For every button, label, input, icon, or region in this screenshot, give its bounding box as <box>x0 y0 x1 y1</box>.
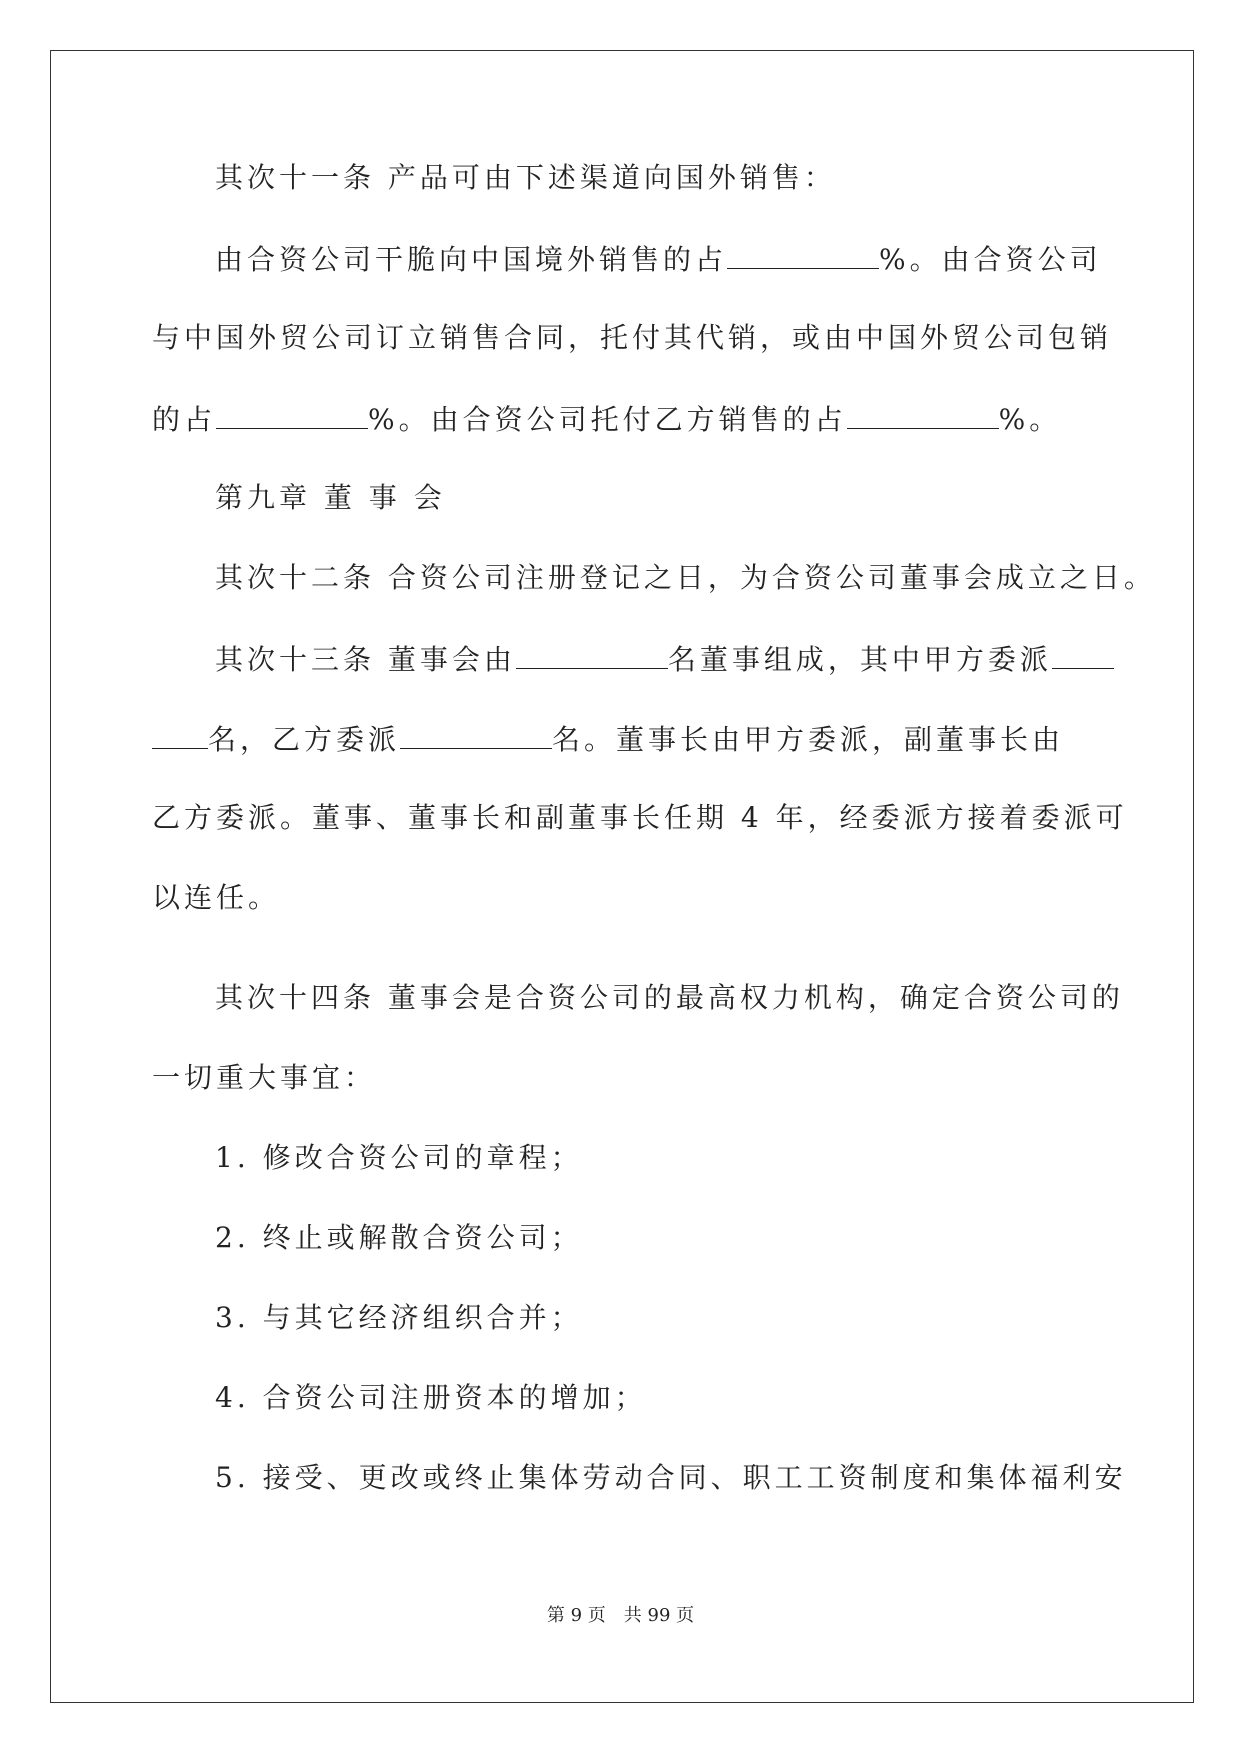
paragraph-line <box>152 398 1061 440</box>
text-run: 名董事组成，其中甲方委派 <box>667 643 1052 676</box>
paragraph-line <box>215 238 1102 280</box>
article-22: 其次十二条 合资公司注册登记之日，为合资公司董事会成立之日。 <box>215 561 1156 594</box>
fill-blank <box>847 398 999 429</box>
list-item: 2. 终止或解散合资公司； <box>215 1221 583 1254</box>
fill-blank <box>727 238 879 269</box>
paragraph-line: 乙方委派。董事、董事长和副董事长任期 4 年，经委派方接着委派可 <box>152 801 1128 834</box>
fill-blank <box>516 638 668 669</box>
text-run: 名。董事长由甲方委派，副董事长由 <box>552 723 1065 756</box>
list-item: 3. 与其它经济组织合并； <box>215 1301 583 1334</box>
fill-blank <box>1052 638 1114 669</box>
text-run: %。由合资公司托付乙方销售的占 <box>368 403 847 436</box>
paragraph-line: 与中国外贸公司订立销售合同，托付其代销，或由中国外贸公司包销 <box>152 321 1113 354</box>
paragraph-line <box>152 718 1064 760</box>
text-run: 名，乙方委派 <box>208 723 401 756</box>
chapter-heading: 第九章 董 事 会 <box>215 481 446 514</box>
fill-blank <box>152 718 208 749</box>
list-item: 5. 接受、更改或终止集体劳动合同、职工工资制度和集体福利安 <box>215 1461 1127 1494</box>
text-run: 由合资公司干脆向中国境外销售的占 <box>215 243 728 276</box>
text-run: 的占 <box>152 403 217 436</box>
text-run: 其次十三条 董事会由 <box>215 643 516 676</box>
fill-blank <box>400 718 552 749</box>
page-frame <box>50 50 1194 1703</box>
fill-blank <box>216 398 368 429</box>
paragraph-line <box>215 638 1114 680</box>
paragraph-line: 以连任。 <box>152 881 281 914</box>
list-item: 1. 修改合资公司的章程； <box>215 1141 583 1174</box>
text-run: %。由合资公司 <box>879 243 1102 276</box>
paragraph-line: 一切重大事宜： <box>152 1061 377 1094</box>
page-number-footer: 第 9 页 共 99 页 <box>546 1605 695 1626</box>
article-21-heading: 其次十一条 产品可由下述渠道向国外销售： <box>215 161 836 194</box>
article-24: 其次十四条 董事会是合资公司的最高权力机构，确定合资公司的 <box>215 981 1124 1014</box>
text-run: %。 <box>998 403 1062 436</box>
list-item: 4. 合资公司注册资本的增加； <box>215 1381 647 1414</box>
